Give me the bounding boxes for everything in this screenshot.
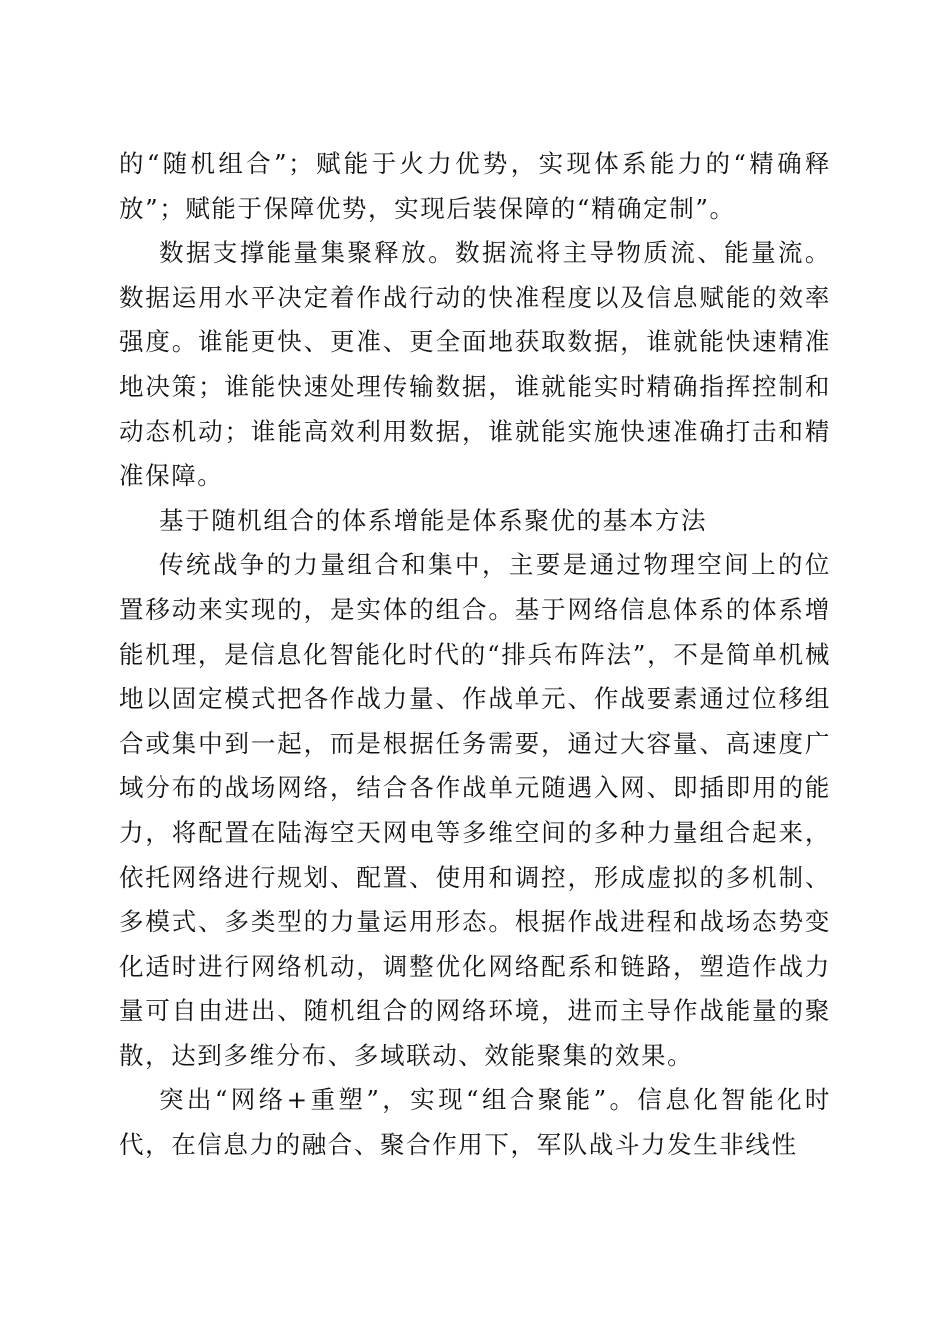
paragraph-continued: 的“随机组合”；赋能于火力优势，实现体系能力的“精确释放”；赋能于保障优势，实现后装保障的“精确定制”。 [119,149,831,223]
section-heading: 基于随机组合的体系增能是体系聚优的基本方法 [159,505,708,535]
paragraph-data-support: 数据支撑能量集聚释放。数据流将主导物质流、能量流。数据运用水平决定着作战行动的快准程度以及信息赋能的效率强度。谁能更快、更准、更全面地获取数据，谁就能快速精准地决策；谁能快速处理传输数据，谁就能实时精确指挥控制和动态机动；谁能高效利用数据，谁就能实施快速准确打击和精准保障。 [119,238,831,491]
paragraph-traditional-warfare: 传统战争的力量组合和集中，主要是通过物理空间上的位置移动来实现的，是实体的组合。基于网络信息体系的体系增能机理，是信息化智能化时代的“排兵布阵法”，不是简单机械地以固定模式把各作战力量、作战单元、作战要素通过位移组合或集中到一起，而是根据任务需要，通过大容量、高速度广域分布的战场网络，结合各作战单元随遇入网、即插即用的能力，将配置在陆海空天网电等多维空间的多种力量组合起来，依托网络进行规划、配置、使用和调控，形成虚拟的多机制、多模式、多类型的力量运用形态。根据作战进程和战场态势变化适时进行网络机动，调整优化网络配系和链路，塑造作战力量可自由进出、随机组合的网络环境，进而主导作战能量的聚散，达到多维分布、多域联动、效能聚集的效果。 [119,550,831,1070]
paragraph-network-reshape: 突出“网络+重塑”，实现“组合聚能”。信息化智能化时代，在信息力的融合、聚合作用下，军队战斗力发生非线性 [119,1085,831,1160]
document-body [119,142,831,1168]
